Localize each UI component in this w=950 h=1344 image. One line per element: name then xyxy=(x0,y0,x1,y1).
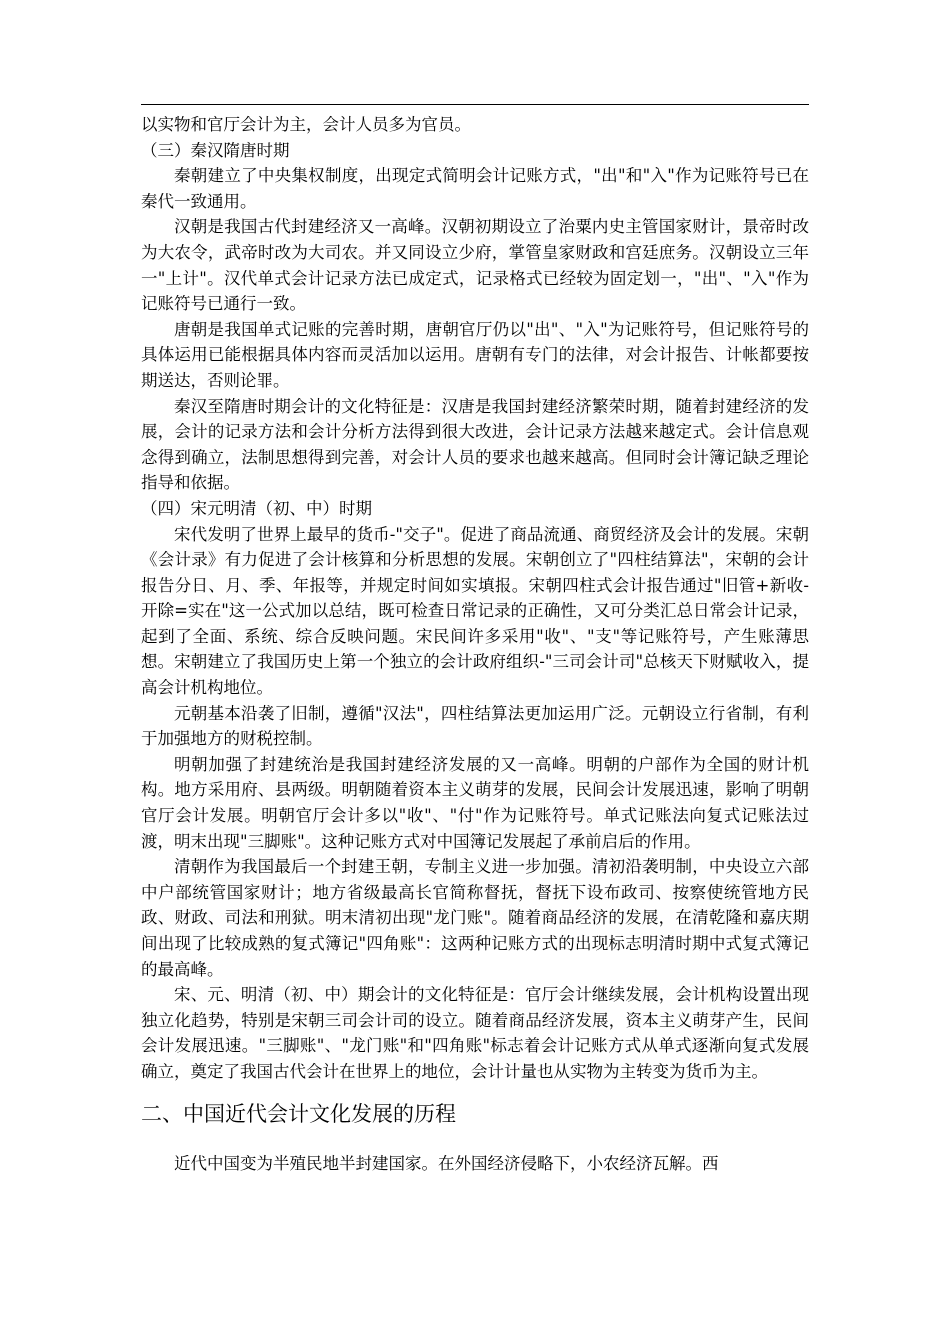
section-heading: 二、中国近代会计文化发展的历程 xyxy=(141,1101,456,1126)
paragraph-song-yuan-ming-qing-features: 宋、元、明清（初、中）期会计的文化特征是：官厅会计继续发展，会计机构设置出现独立化趋势，特别是宋朝三司会计司的设立。随着商品经济发展，资本主义萌芽产生，民间会计发展迅速。"三脚账"、"龙门账"和"四角账"标志着会计记账方式从单式逐渐向复式发展确立，奠定了我国古代会计在世界上的地位，会计计量也从实物为主转变为货币为主。 xyxy=(141,985,809,1081)
subheading-qin-han-sui-tang: （三）秦汉隋唐时期 xyxy=(141,140,290,160)
document-body xyxy=(141,112,809,1176)
subheading-song-yuan-ming-qing: （四）宋元明清（初、中）时期 xyxy=(141,498,372,518)
paragraph-qin: 秦朝建立了中央集权制度，出现定式简明会计记账方式，"出"和"入"作为记账符号已在秦代一致通用。 xyxy=(141,166,809,211)
paragraph-ming: 明朝加强了封建统治是我国封建经济发展的又一高峰。明朝的户部作为全国的财计机构。地方采用府、县两级。明朝随着资本主义萌芽的发展，民间会计发展迅速，影响了明朝官厅会计发展。明朝官厅会计多以"收"、"付"作为记账符号。单式记账法向复式记账法过渡，明末出现"三脚账"。这种记账方式对中国簿记发展起了承前启后的作用。 xyxy=(141,754,809,851)
paragraph-han: 汉朝是我国古代封建经济又一高峰。汉朝初期设立了治粟内史主管国家财计，景帝时改为大农令，武帝时改为大司农。并又同设立少府，掌管皇家财政和宫廷庶务。汉朝设立三年一"上计"。汉代单式会计记录方法已成定式，记录格式已经较为固定划一，"出"、"入"作为记账符号已通行一致。 xyxy=(141,217,809,314)
paragraph-continuation: 以实物和官厅会计为主，会计人员多为官员。 xyxy=(141,115,471,134)
paragraph-tang: 唐朝是我国单式记账的完善时期，唐朝官厅仍以"出"、"入"为记账符号，但记账符号的具体运用已能根据具体内容而灵活加以运用。唐朝有专门的法律，对会计报告、计帐都要按期送达，否则论罪。 xyxy=(141,319,809,390)
header-rule xyxy=(141,104,809,105)
paragraph-modern-intro: 近代中国变为半殖民地半封建国家。在外国经济侵略下，小农经济瓦解。西 xyxy=(174,1153,719,1173)
paragraph-song: 宋代发明了世界上最早的货币-"交子"。促进了商品流通、商贸经济及会计的发展。宋朝《会计录》有力促进了会计核算和分析思想的发展。宋朝创立了"四柱结算法"，宋朝的会计报告分日、月、季、年报等，并规定时间如实填报。宋朝四柱式会计报告通过"旧管+新收-开除=实在"这一公式加以总结，既可检查日常记录的正确性，又可分类汇总日常会计记录，起到了全面、系统、综合反映问题。宋民间许多采用"收"、"支"等记账符号，产生账薄思想。宋朝建立了我国历史上第一个独立的会计政府组织-"三司会计司"总核天下财赋收入，提高会计机构地位。 xyxy=(141,524,809,698)
paragraph-qing: 清朝作为我国最后一个封建王朝，专制主义进一步加强。清初沿袭明制，中央设立六部中户部统管国家财计；地方省级最高长官简称督抚，督抚下设布政司、按察使统管地方民政、财政、司法和刑狱。明末清初出现"龙门账"。随着商品经济的发展，在清乾隆和嘉庆期间出现了比较成熟的复式簿记"四角账"：这两种记账方式的出现标志明清时期中式复式簿记的最高峰。 xyxy=(141,857,809,979)
paragraph-qin-han-sui-tang-features: 秦汉至隋唐时期会计的文化特征是：汉唐是我国封建经济繁荣时期，随着封建经济的发展，会计的记录方法和会计分析方法得到很大改进，会计记录方法越来越定式。会计信息观念得到确立，法制思想得到完善，对会计人员的要求也越来越高。但同时会计簿记缺乏理论指导和依据。 xyxy=(141,396,809,493)
paragraph-yuan: 元朝基本沿袭了旧制，遵循"汉法"，四柱结算法更加运用广泛。元朝设立行省制，有利于加强地方的财税控制。 xyxy=(141,703,809,749)
